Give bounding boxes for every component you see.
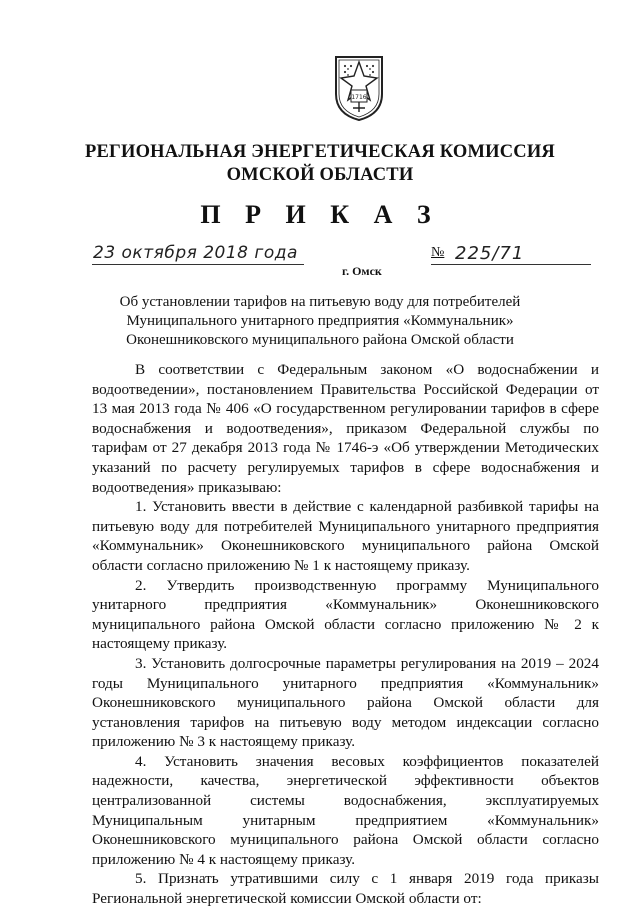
subject-line3: Оконешниковского муниципального района Омской области: [126, 332, 514, 348]
order-item-3: 3. Установить долгосрочные параметры регулирования на 2019 – 2024 годы Муниципального унитарного предприятия «Коммунальник» Оконешниковского муниципального района Омской области для установления тарифов на питьевую воду методом индексации согласно приложению № 3 к настоящему приказу.: [92, 654, 599, 751]
order-item-2: 2. Утвердить производственную программу Муниципального унитарного предприятия «Коммунальник» Оконешниковского муниципального района Омской области согласно приложению № 2 к настоящему приказу.: [92, 576, 599, 653]
number-underline: [431, 264, 591, 265]
emblem-label: 1716: [351, 94, 367, 101]
city: г. Омск: [342, 264, 382, 278]
document-body: [92, 360, 599, 909]
subject-line2: Муниципального унитарного предприятия «Коммунальник»: [126, 313, 514, 329]
number-sign: №: [431, 245, 445, 260]
organization-name-line2: ОМСКОЙ ОБЛАСТИ: [226, 165, 414, 185]
document-type: П Р И К А З: [200, 200, 440, 229]
coat-of-arms-icon: [333, 54, 385, 122]
handwritten-date: 23 октября 2018 года: [93, 243, 298, 263]
order-item-4: 4. Установить значения весовых коэффициентов показателей надежности, качества, энергетической эффективности объектов централизованной системы водоснабжения, эксплуатируемых Муниципальным унитарным предприятием «Коммунальник» Оконешниковского муниципального района Омской области согласно приложению № 4 к настоящему приказу.: [92, 752, 599, 868]
handwritten-number: 225/71: [455, 243, 525, 264]
subject-line1: Об установлении тарифов на питьевую воду для потребителей: [119, 294, 521, 310]
order-item-1: 1. Установить ввести в действие с календарной разбивкой тарифы на питьевую воду для потребителей Муниципального унитарного предприятия «Коммунальник» Оконешниковского муниципального района Омской области согласно приложению № 1 к настоящему приказу.: [92, 498, 599, 574]
organization-name-line1: РЕГИОНАЛЬНАЯ ЭНЕРГЕТИЧЕСКАЯ КОМИССИЯ: [84, 142, 555, 162]
date-underline: [92, 264, 304, 265]
preamble-paragraph: В соответствии с Федеральным законом «О водоснабжении и водоотведении», постановлением Правительства Российской Федерации от 13 мая 2013 года № 406 «О государственном регулировании тарифов в сфере водоснабжения и водоотведения», приказом Федеральной службы по тарифам от 27 декабря 2013 года № 1746-э «Об утверждении Методических указаний по расчету регулируемых тарифов в сфере водоснабжения и водоотведения» приказываю:: [92, 361, 599, 496]
order-item-5: 5. Признать утратившими силу с 1 января 2019 года приказы Региональной энергетической комиссии Омской области от:: [92, 870, 599, 908]
